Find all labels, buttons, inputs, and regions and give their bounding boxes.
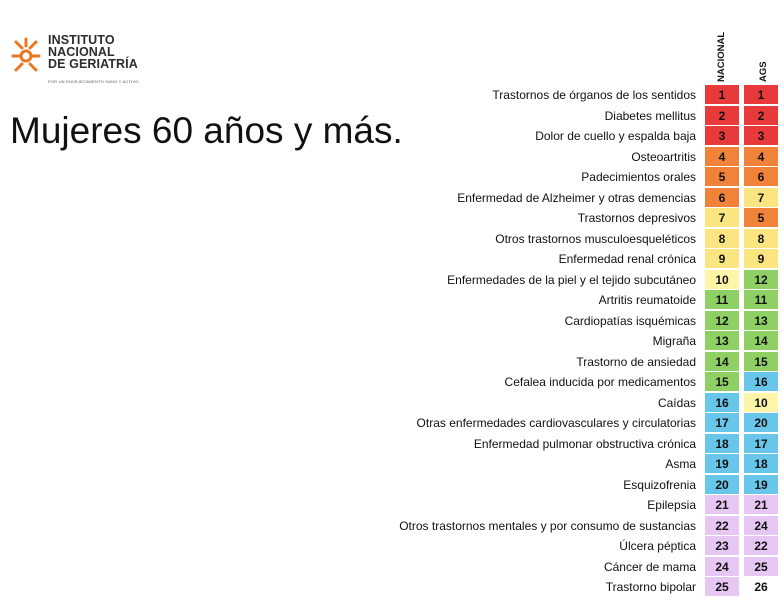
nacional-rank-cell: 15 — [705, 372, 740, 392]
table-row — [300, 557, 784, 577]
table-row — [300, 331, 784, 351]
nacional-rank-cell: 1 — [705, 85, 740, 105]
table-row — [300, 536, 784, 556]
ags-rank-cell: 22 — [744, 536, 779, 556]
nacional-rank-cell: 22 — [705, 516, 740, 536]
ags-rank-cell: 9 — [744, 249, 779, 269]
row-label: Migraña — [652, 334, 696, 348]
ags-rank-cell: 7 — [744, 188, 779, 208]
row-label: Otros trastornos mentales y por consumo de sustancias — [399, 518, 696, 533]
table-row — [300, 106, 784, 126]
ags-rank-cell: 12 — [744, 270, 779, 290]
table-row — [300, 85, 784, 105]
row-label: Enfermedad pulmonar obstructiva crónica — [473, 436, 696, 451]
table-row — [300, 270, 784, 290]
nacional-rank-cell: 20 — [705, 475, 740, 495]
table-row — [300, 126, 784, 146]
ags-rank-cell: 14 — [744, 331, 779, 351]
nacional-rank-cell: 12 — [705, 311, 740, 331]
nacional-rank-cell: 5 — [705, 167, 740, 187]
row-label: Caídas — [657, 395, 696, 410]
table-row — [300, 516, 784, 536]
nacional-rank-cell: 3 — [705, 126, 740, 146]
row-label: Cefalea inducida por medicamentos — [504, 375, 696, 389]
row-label: Enfermedad de Alzheimer y otras demencias — [457, 190, 696, 205]
nacional-rank-cell: 8 — [705, 229, 740, 249]
ags-rank-cell: 15 — [744, 352, 779, 372]
ags-rank-cell: 17 — [744, 434, 779, 454]
nacional-rank-cell: 13 — [705, 331, 740, 351]
table-row — [300, 352, 784, 372]
page-title: Mujeres 60 años y más. — [10, 110, 403, 151]
ags-rank-cell: 19 — [744, 475, 779, 495]
row-label: Dolor de cuello y espalda baja — [535, 129, 696, 143]
ags-rank-cell: 3 — [744, 126, 779, 146]
row-label: Osteoartritis — [631, 149, 696, 164]
logo-mark-icon — [10, 36, 42, 80]
row-label: Padecimientos orales — [581, 170, 696, 184]
nacional-rank-cell: 25 — [705, 577, 740, 597]
row-label: Úlcera péptica — [619, 539, 696, 553]
row-label: Trastorno de ansiedad — [576, 354, 696, 369]
nacional-rank-cell: 2 — [705, 106, 740, 126]
table-row — [300, 393, 784, 413]
nacional-rank-cell: 6 — [705, 188, 740, 208]
table-row — [300, 167, 784, 187]
ags-rank-cell: 16 — [744, 372, 779, 392]
nacional-rank-cell: 24 — [705, 557, 740, 577]
table-row — [300, 577, 784, 597]
row-label: Asma — [665, 457, 696, 471]
ags-rank-cell: 11 — [744, 290, 779, 310]
ags-rank-cell: 8 — [744, 229, 779, 249]
row-label: Diabetes mellitus — [604, 108, 696, 123]
nacional-rank-cell: 9 — [705, 249, 740, 269]
ags-rank-cell: 5 — [744, 208, 779, 228]
table-row — [300, 188, 784, 208]
table-row — [300, 475, 784, 495]
logo-line-3: DE GERIATRÍA — [48, 57, 138, 71]
table-row — [300, 311, 784, 331]
row-label: Epilepsia — [647, 498, 696, 512]
row-label: Esquizofrenia — [623, 477, 696, 492]
nacional-rank-cell: 7 — [705, 208, 740, 228]
nacional-rank-cell: 4 — [705, 147, 740, 167]
nacional-rank-cell: 18 — [705, 434, 740, 454]
logo — [10, 34, 160, 94]
table-row — [300, 434, 784, 454]
table-row — [300, 208, 784, 228]
ags-rank-cell: 24 — [744, 516, 779, 536]
row-label: Enfermedades de la piel y el tejido subcutáneo — [447, 272, 696, 287]
table-row — [300, 290, 784, 310]
ags-rank-cell: 4 — [744, 147, 779, 167]
nacional-rank-cell: 16 — [705, 393, 740, 413]
ags-rank-cell: 2 — [744, 106, 779, 126]
column-header-ags: AGS — [758, 61, 769, 82]
table-row — [300, 454, 784, 474]
ags-rank-cell: 21 — [744, 495, 779, 515]
ags-rank-cell: 10 — [744, 393, 779, 413]
table-row — [300, 372, 784, 392]
table-row — [300, 147, 784, 167]
logo-line-1: INSTITUTO — [48, 33, 115, 47]
table-row — [300, 249, 784, 269]
row-label: Trastornos de órganos de los sentidos — [492, 88, 696, 102]
ags-rank-cell: 1 — [744, 85, 779, 105]
row-label: Enfermedad renal crónica — [558, 252, 696, 266]
ags-rank-cell: 26 — [744, 577, 779, 597]
nacional-rank-cell: 19 — [705, 454, 740, 474]
ags-rank-cell: 18 — [744, 454, 779, 474]
row-label: Trastornos depresivos — [577, 211, 696, 225]
logo-tagline: POR UN ENVEJECIMIENTO SANO Y ACTIVO — [48, 79, 139, 84]
nacional-rank-cell: 17 — [705, 413, 740, 433]
logo-line-2: NACIONAL — [48, 45, 115, 59]
ags-rank-cell: 6 — [744, 167, 779, 187]
nacional-rank-cell: 23 — [705, 536, 740, 556]
row-label: Cardiopatías isquémicas — [564, 313, 696, 328]
ags-rank-cell: 13 — [744, 311, 779, 331]
row-label: Artritis reumatoide — [598, 293, 696, 307]
column-header-nacional: NACIONAL — [716, 31, 727, 82]
ags-rank-cell: 25 — [744, 557, 779, 577]
ags-rank-cell: 20 — [744, 413, 779, 433]
nacional-rank-cell: 10 — [705, 270, 740, 290]
nacional-rank-cell: 14 — [705, 352, 740, 372]
row-label: Cáncer de mama — [603, 559, 696, 574]
table-row — [300, 495, 784, 515]
table-row — [300, 413, 784, 433]
table-row — [300, 229, 784, 249]
row-label: Otras enfermedades cardiovasculares y circulatorias — [416, 416, 696, 430]
row-label: Otros trastornos musculoesqueléticos — [495, 231, 696, 246]
row-label: Trastorno bipolar — [605, 580, 696, 594]
nacional-rank-cell: 21 — [705, 495, 740, 515]
logo-text — [48, 34, 138, 70]
nacional-rank-cell: 11 — [705, 290, 740, 310]
